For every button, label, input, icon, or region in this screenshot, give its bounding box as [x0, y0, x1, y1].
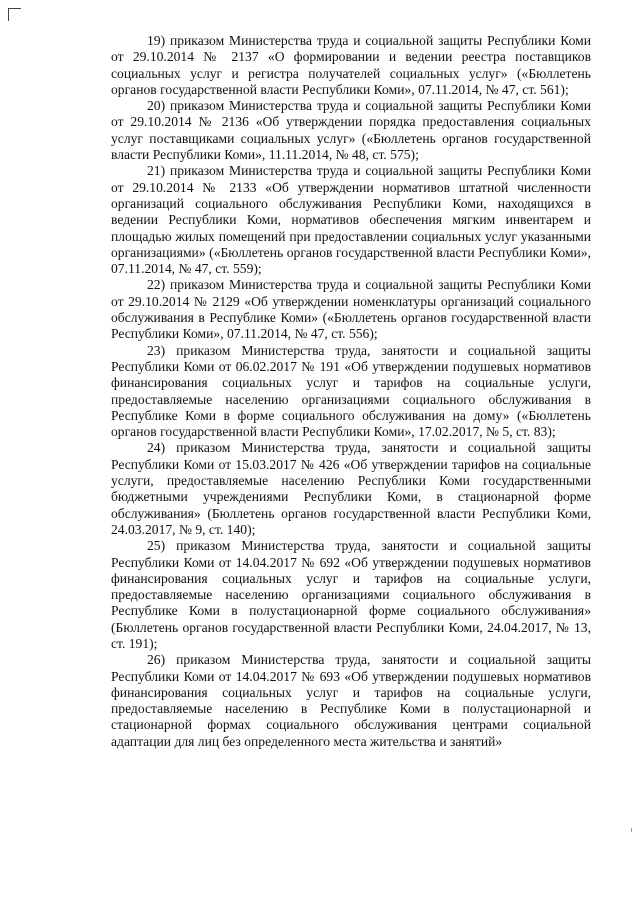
scan-speck: [631, 828, 632, 832]
list-item-20: 20) приказом Министерства труда и социальной защиты Республики Коми от 29.10.2014 № 2136 «Об утверждении порядка предоставления социальных услуг поставщиками социальных услуг» («Бюллетень органов государственной власти Республики Коми», 11.11.2014, № 48, ст. 575);: [111, 98, 591, 163]
scan-corner-mark: [8, 8, 21, 9]
document-body: [111, 33, 591, 750]
list-item-21: 21) приказом Министерства труда и социальной защиты Республики Коми от 29.10.2014 № 2133 «Об утверждении нормативов штатной численности организаций социального обслуживания Республики Коми, находящихся в ведении Республики Коми, нормативов обеспечения мягким инвентарем и площадью жилых помещений при предоставлении социальных услуг указанными организациями» («Бюллетень органов государственной власти Республики Коми», 07.11.2014, № 47, ст. 559);: [111, 163, 591, 277]
list-item-24: 24) приказом Министерства труда, занятости и социальной защиты Республики Коми от 15.03.2017 № 426 «Об утверждении тарифов на социальные услуги, предоставляемые населению Республики Коми государственными бюджетными учреждениями Республики Коми, в стационарной форме обслуживания» (Бюллетень органов государственной власти Республики Коми, 24.03.2017, № 9, ст. 140);: [111, 440, 591, 537]
list-item-19: 19) приказом Министерства труда и социальной защиты Республики Коми от 29.10.2014 № 2137 «О формировании и ведении реестра поставщиков социальных услуг и регистра получателей социальных услуг» («Бюллетень органов государственной власти Республики Коми», 07.11.2014, № 47, ст. 561);: [111, 33, 591, 97]
scan-corner-mark: [8, 8, 9, 21]
list-item-25: 25) приказом Министерства труда, занятости и социальной защиты Республики Коми от 14.04.2017 № 692 «Об утверждении подушевых нормативов финансирования социальных услуг и тарифов на социальные услуги, предоставляемые населению организациями социального обслуживания в Республике Коми в полустационарной форме социального обслуживания» (Бюллетень органов государственной власти Республики Коми, 24.04.2017, № 13, ст. 191);: [111, 538, 591, 651]
list-item-26: 26) приказом Министерства труда, занятости и социальной защиты Республики Коми от 14.04.2017 № 693 «Об утверждении подушевых нормативов финансирования социальных услуг и тарифов на социальные услуги, предоставляемые населению в Республике Коми в полустационарной и стационарной формах социального обслуживания центрами социальной адаптации для лиц без определенного места жительства и занятий»: [111, 652, 591, 749]
list-item-22: 22) приказом Министерства труда и социальной защиты Республики Коми от 29.10.2014 № 2129 «Об утверждении номенклатуры организаций социального обслуживания в Республике Коми» («Бюллетень органов государственной власти Республики Коми», 07.11.2014, № 47, ст. 556);: [111, 277, 591, 342]
list-item-23: 23) приказом Министерства труда, занятости и социальной защиты Республики Коми от 06.02.2017 № 191 «Об утверждении подушевых нормативов финансирования социальных услуг и тарифов на социальные услуги, предоставляемые населению организациями социального обслуживания в Республике Коми в форме социального обслуживания на дому» («Бюллетень органов государственной власти Республики Коми», 17.02.2017, № 5, ст. 83);: [111, 342, 591, 440]
